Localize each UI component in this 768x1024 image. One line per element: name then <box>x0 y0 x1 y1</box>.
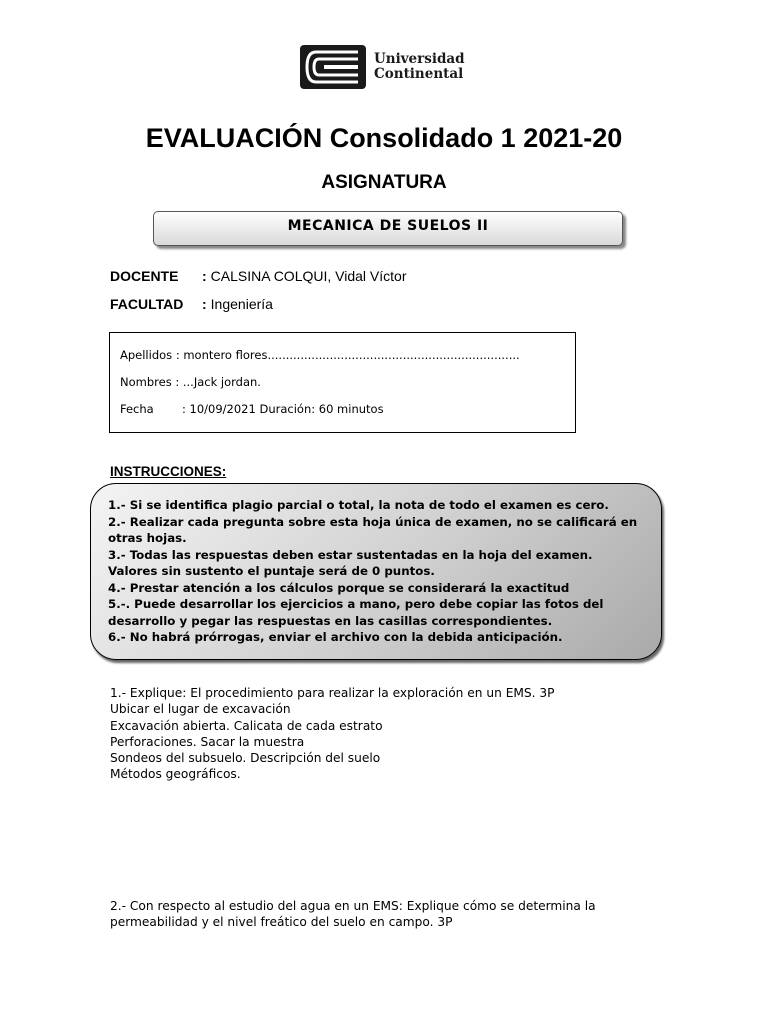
docente-label: DOCENTE <box>110 268 179 284</box>
docente-row <box>110 268 407 284</box>
logo-line1: Universidad <box>374 51 465 67</box>
answer-line: Ubicar el lugar de excavación <box>110 702 291 717</box>
university-logo <box>300 44 480 90</box>
instructions-title: INSTRUCCIONES: <box>110 464 227 479</box>
instruction-item: 5.-. Puede desarrollar los ejercicios a mano, pero debe copiar las fotos del desarrollo y pegar las respuestas en las casillas correspondientes. <box>108 597 604 628</box>
docente-value: CALSINA COLQUI, Vidal Víctor <box>210 268 407 284</box>
course-name-box: MECANICA DE SUELOS II <box>153 211 623 246</box>
continental-c-icon <box>300 45 366 89</box>
instruction-item: 6.- No habrá prórrogas, enviar el archivo con la debida anticipación. <box>108 630 563 644</box>
nombres-label: Nombres <box>120 375 172 389</box>
answer-line: Sondeos del subsuelo. Descripción del suelo <box>110 751 381 766</box>
instructions-box <box>90 483 662 660</box>
question-2 <box>110 898 670 931</box>
instruction-item: 3.- Todas las respuestas deben estar sustentadas en la hoja del examen. Valores sin sustento el puntaje será de 0 puntos. <box>108 547 593 578</box>
instruction-item: 1.- Si se identifica plagio parcial o total, la nota de todo el examen es cero. <box>108 498 609 512</box>
fecha-label: Fecha <box>120 402 154 416</box>
logo-line2: Continental <box>374 66 464 82</box>
facultad-colon: : <box>202 296 207 312</box>
question-1-text: 1.- Explique: El procedimiento para realizar la exploración en un EMS. 3P <box>110 686 555 700</box>
student-info-box <box>109 332 576 433</box>
question-1 <box>110 685 670 783</box>
apellidos-line <box>120 348 520 362</box>
subject-heading: ASIGNATURA <box>321 172 447 193</box>
fecha-line <box>120 402 384 416</box>
answer-line: Métodos geográficos. <box>110 767 241 782</box>
facultad-row <box>110 296 273 312</box>
nombres-value: : ...Jack jordan. <box>175 375 261 389</box>
answer-line: Perforaciones. Sacar la muestra <box>110 734 305 749</box>
fecha-value: : 10/09/2021 Duración: 60 minutos <box>182 402 384 416</box>
apellidos-label: Apellidos <box>120 348 173 362</box>
nombres-line <box>120 375 261 389</box>
apellidos-value: : montero flores..................................................................... <box>175 348 520 362</box>
page-title: EVALUACIÓN Consolidado 1 2021-20 <box>145 123 623 153</box>
facultad-value: Ingeniería <box>210 296 273 312</box>
instruction-item: 2.- Realizar cada pregunta sobre esta hoja única de examen, no se calificará en otras hojas. <box>108 514 638 545</box>
instruction-item: 4.- Prestar atención a los cálculos porque se considerará la exactitud <box>108 580 570 595</box>
question-2-text: 2.- Con respecto al estudio del agua en un EMS: Explique cómo se determina la permeabilidad y el nivel freático del suelo en campo. 3P <box>110 899 596 930</box>
logo-text <box>374 52 465 82</box>
docente-colon: : <box>202 268 207 284</box>
facultad-label: FACULTAD <box>110 296 184 312</box>
answer-line: Excavación abierta. Calicata de cada estrato <box>110 718 383 733</box>
